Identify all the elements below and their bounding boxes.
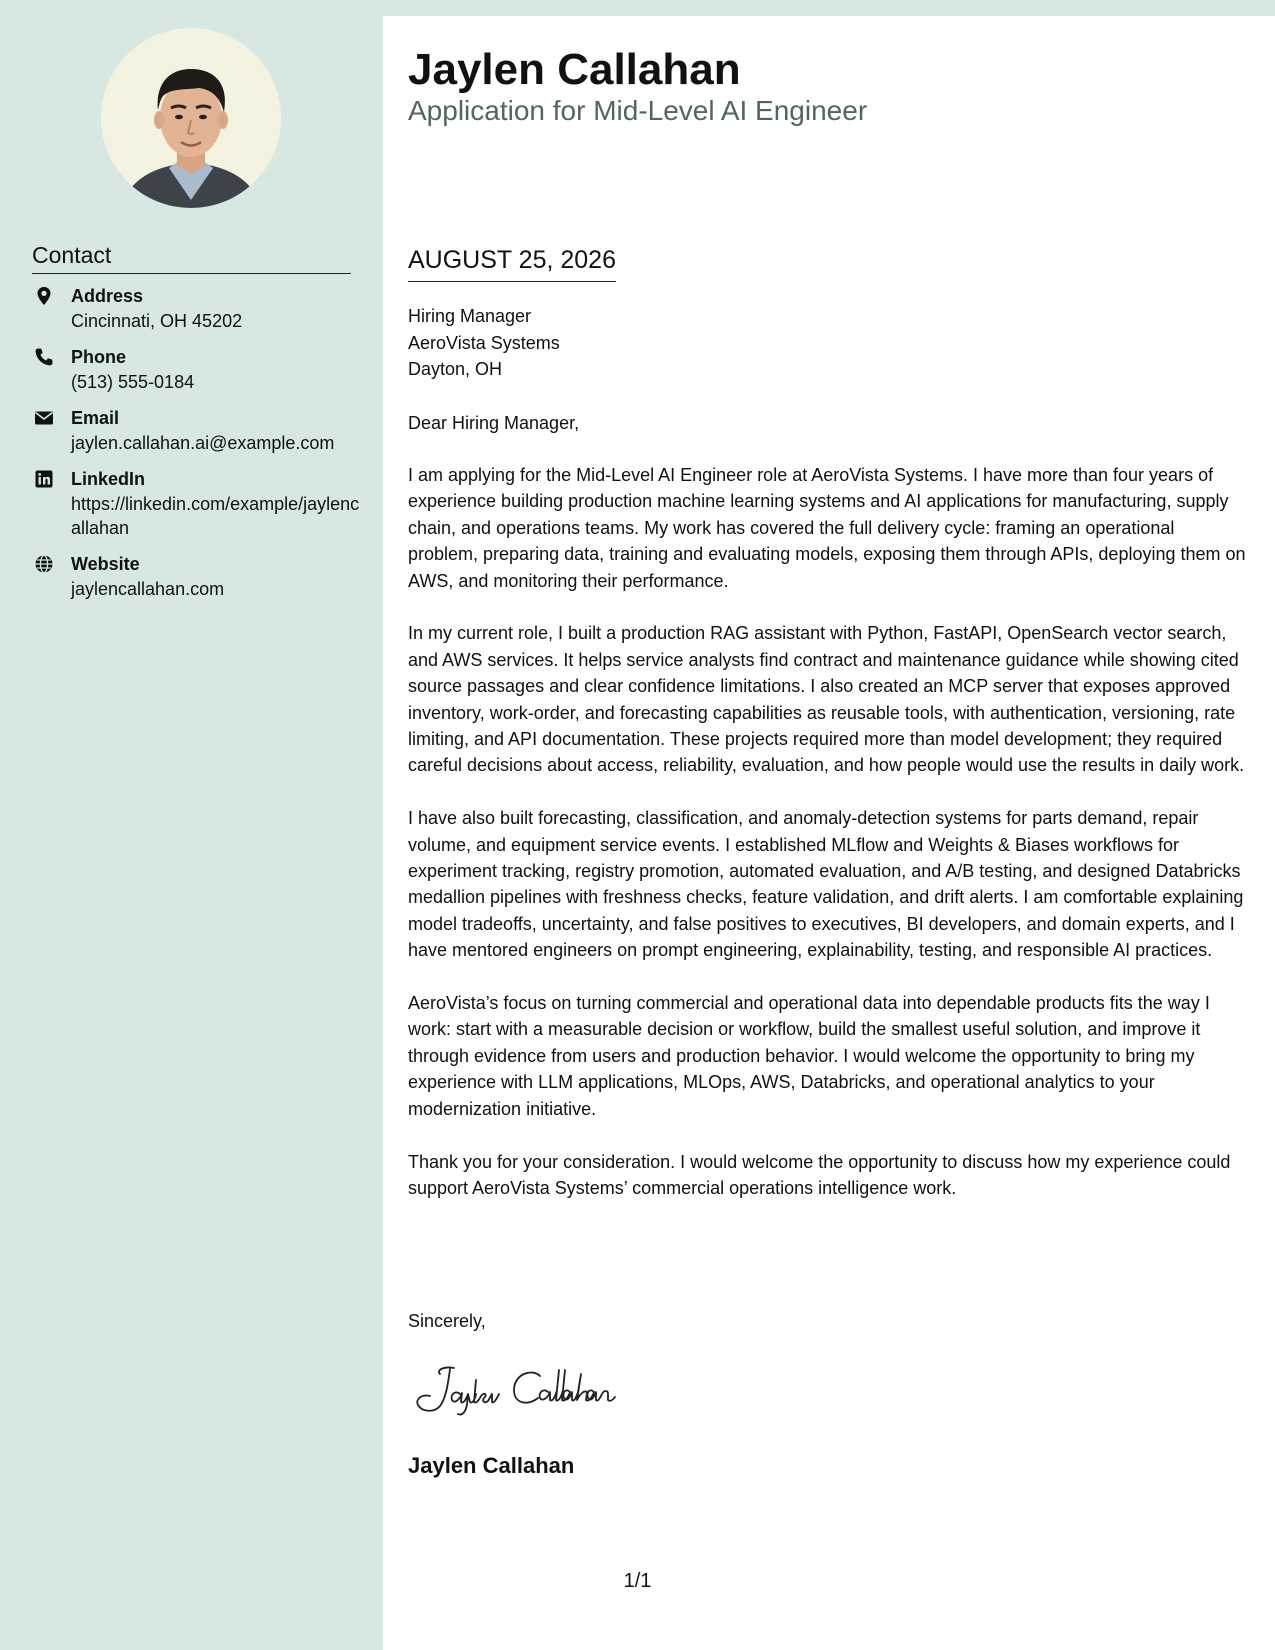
contact-item-phone xyxy=(32,345,362,394)
map-pin-icon xyxy=(34,286,54,306)
contact-value: jaylencallahan.com xyxy=(71,579,225,599)
recipient-line: Hiring Manager xyxy=(408,306,532,326)
contact-item-website xyxy=(32,552,362,601)
body-paragraph: Thank you for your consideration. I would welcome the opportunity to discuss how my experience could support AeroVista Systems’ commercial operations intelligence work. xyxy=(408,1151,1231,1198)
body-paragraph: I have also built forecasting, classification, and anomaly-detection systems for parts demand, repair volume, and equipment service events. I established MLflow and Weights & Biases workflows for experiment tracking, registry promotion, automated evaluation, and A/B testing, and designed Databricks medallion pipelines with freshness checks, feature validation, and drift alerts. I am comfortable explaining model tradeoffs, uncertainty, and false positives to executives, BI developers, and domain experts, and I have mentored engineers on prompt engineering, explainability, testing, and responsible AI practices. xyxy=(408,808,1244,961)
page-number: 1/1 xyxy=(623,1570,652,1592)
body-paragraph: I am applying for the Mid-Level AI Engineer role at AeroVista Systems. I have more than four years of experience building production machine learning systems and AI applications for manufacturing, supply chain, and operations teams. My work has covered the full delivery cycle: framing an operational problem, preparing data, training and evaluating models, exposing them through APIs, deploying them on AWS, and monitoring their performance. xyxy=(408,465,1246,591)
top-band xyxy=(383,0,1275,16)
contact-value: jaylen.callahan.ai@example.com xyxy=(71,433,335,453)
contact-label: LinkedIn xyxy=(71,469,146,489)
contact-label: Website xyxy=(71,554,140,574)
contact-label: Phone xyxy=(71,347,127,367)
greeting: Dear Hiring Manager, xyxy=(408,413,580,433)
letter-date: AUGUST 25, 2026 xyxy=(408,244,616,282)
contact-value: https://linkedin.com/example/jaylencallahan xyxy=(71,494,360,538)
handwritten-signature xyxy=(410,1360,670,1420)
recipient-line: Dayton, OH xyxy=(408,359,503,379)
envelope-icon xyxy=(34,408,54,428)
phone-icon xyxy=(34,347,54,367)
globe-icon xyxy=(34,554,54,574)
linkedin-icon xyxy=(34,469,54,489)
contact-value: Cincinnati, OH 45202 xyxy=(71,311,243,331)
contact-item-address xyxy=(32,284,362,333)
body-paragraph: AeroVista’s focus on turning commercial and operational data into dependable products fits the way I work: start with a measurable decision or workflow, build the smallest useful solution, and improve it through evidence from users and production behavior. I would welcome the opportunity to bring my experience with LLM applications, MLOps, AWS, Databricks, and operational analytics to your modernization initiative. xyxy=(408,993,1210,1119)
contact-heading: Contact xyxy=(32,240,351,274)
sidebar xyxy=(0,0,383,1650)
letter-body xyxy=(408,462,1248,1228)
contact-item-linkedin xyxy=(32,467,362,540)
signed-name: Jaylen Callahan xyxy=(408,1453,575,1478)
recipient-block xyxy=(408,303,560,383)
contact-list xyxy=(32,284,362,613)
contact-label: Address xyxy=(71,286,144,306)
body-paragraph: In my current role, I built a production RAG assistant with Python, FastAPI, OpenSearch vector search, and AWS services. It helps service analysts find contract and maintenance guidance while showing cited source passages and clear confidence limitations. I also created an MCP server that exposes approved inventory, work-order, and forecasting capabilities as reusable tools, with authentication, versioning, rate limiting, and API documentation. These projects required more than model development; they required careful decisions about access, reliability, evaluation, and how people would use the results in daily work. xyxy=(408,623,1245,776)
recipient-line: AeroVista Systems xyxy=(408,332,560,353)
avatar xyxy=(101,28,281,208)
contact-label: Email xyxy=(71,408,120,428)
candidate-subtitle: Application for Mid-Level AI Engineer xyxy=(408,95,868,126)
candidate-name: Jaylen Callahan xyxy=(408,45,741,94)
contact-item-email xyxy=(32,406,362,455)
closing: Sincerely, xyxy=(408,1311,486,1331)
contact-value: (513) 555-0184 xyxy=(71,372,195,392)
